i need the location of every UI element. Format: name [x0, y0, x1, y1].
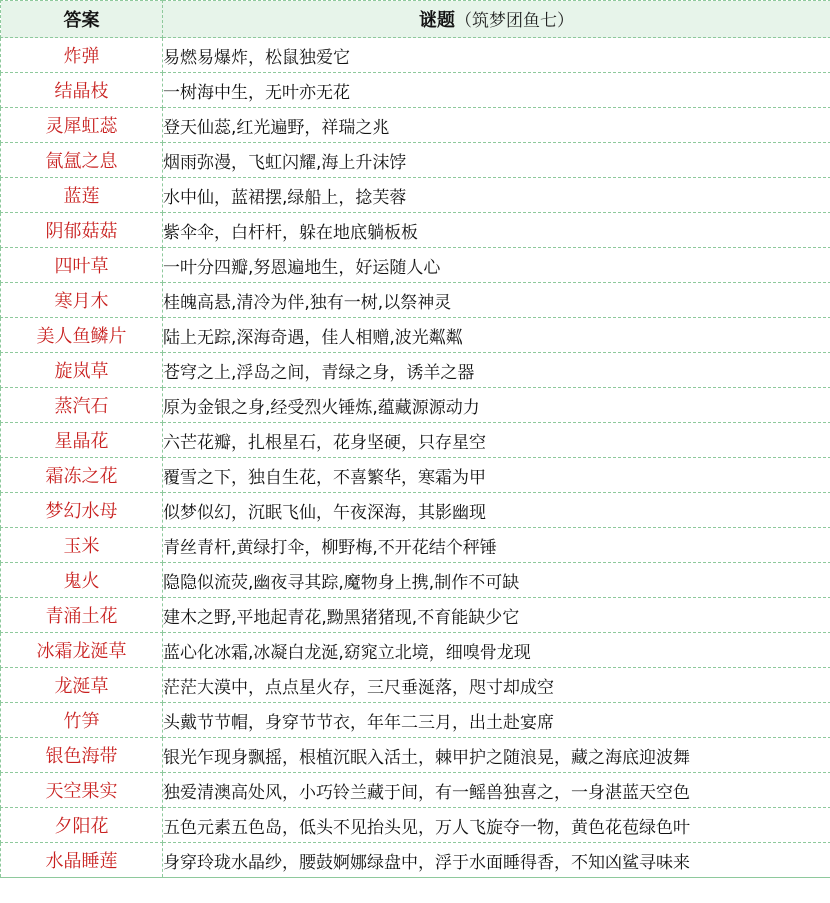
- answer-cell: 灵犀虹蕊: [1, 108, 163, 143]
- table-row: [1, 213, 830, 248]
- riddle-cell: 烟雨弥漫，飞虹闪耀,海上升沫饽: [163, 143, 830, 178]
- answer-cell: 银色海带: [1, 738, 163, 773]
- answer-cell: 炸弹: [1, 38, 163, 73]
- answer-cell: 氤氲之息: [1, 143, 163, 178]
- riddle-cell: 水中仙，蓝裙摆,绿船上，捻芙蓉: [163, 178, 830, 213]
- table-row: [1, 843, 830, 878]
- answer-cell: 旋岚草: [1, 353, 163, 388]
- table-row: [1, 318, 830, 353]
- answer-cell: 夕阳花: [1, 808, 163, 843]
- riddle-cell: 蓝心化冰霜,冰凝白龙涎,窈窕立北境，细嗅骨龙现: [163, 633, 830, 668]
- riddle-cell: 隐隐似流荧,幽夜寻其踪,魔物身上携,制作不可缺: [163, 563, 830, 598]
- table-row: [1, 178, 830, 213]
- riddle-cell: 建木之野,平地起青花,黝黑猪猪现,不育能缺少它: [163, 598, 830, 633]
- riddle-header-author: （筑梦团鱼七）: [455, 11, 574, 31]
- table-row: [1, 493, 830, 528]
- answer-column-header: 答案: [1, 1, 163, 38]
- answer-cell: 阴郁菇菇: [1, 213, 163, 248]
- answer-cell: 青涌土花: [1, 598, 163, 633]
- riddle-cell: 陆上无踪,深海奇遇，佳人相赠,波光粼粼: [163, 318, 830, 353]
- riddle-cell: 青丝青杆,黄绿打伞，柳野梅,不开花结个秤锤: [163, 528, 830, 563]
- riddle-column-header: [163, 1, 830, 38]
- riddle-cell: 似梦似幻，沉眠飞仙，午夜深海，其影幽现: [163, 493, 830, 528]
- answer-cell: 蓝莲: [1, 178, 163, 213]
- riddle-cell: 易燃易爆炸，松鼠独爱它: [163, 38, 830, 73]
- table-row: [1, 598, 830, 633]
- answer-cell: 龙涎草: [1, 668, 163, 703]
- riddle-cell: 覆雪之下，独自生花，不喜繁华，寒霜为甲: [163, 458, 830, 493]
- riddle-cell: 六芒花瓣，扎根星石，花身坚硬，只存星空: [163, 423, 830, 458]
- table-row: [1, 738, 830, 773]
- answer-cell: 梦幻水母: [1, 493, 163, 528]
- answer-cell: 寒月木: [1, 283, 163, 318]
- answer-cell: 鬼火: [1, 563, 163, 598]
- riddle-cell: 银光乍现身飘摇，根植沉眠入活土，棘甲护之随浪晃，藏之海底迎波舞: [163, 738, 830, 773]
- table-row: [1, 38, 830, 73]
- answer-cell: 水晶睡莲: [1, 843, 163, 878]
- answer-cell: 玉米: [1, 528, 163, 563]
- table-row: [1, 283, 830, 318]
- table-row: [1, 528, 830, 563]
- header-row: [1, 1, 830, 38]
- riddle-cell: 茫茫大漠中，点点星火存，三尺垂涎落，咫寸却成空: [163, 668, 830, 703]
- answer-cell: 霜冻之花: [1, 458, 163, 493]
- table-row: [1, 458, 830, 493]
- riddle-cell: 五色元素五色岛，低头不见抬头见，万人飞旋夺一物，黄色花苞绿色叶: [163, 808, 830, 843]
- riddle-cell: 身穿玲珑水晶纱，腰鼓婀娜绿盘中，浮于水面睡得香，不知凶鲨寻味来: [163, 843, 830, 878]
- riddle-cell: 原为金银之身,经受烈火锤炼,蕴藏源源动力: [163, 388, 830, 423]
- table-row: [1, 353, 830, 388]
- riddle-cell: 紫伞伞，白杆杆，躲在地底躺板板: [163, 213, 830, 248]
- riddle-header-label: 谜题: [419, 10, 455, 31]
- table-row: [1, 808, 830, 843]
- table-row: [1, 703, 830, 738]
- riddle-cell: 一树海中生，无叶亦无花: [163, 73, 830, 108]
- answer-cell: 冰霜龙涎草: [1, 633, 163, 668]
- answer-cell: 蒸汽石: [1, 388, 163, 423]
- answer-cell: 四叶草: [1, 248, 163, 283]
- table-row: [1, 73, 830, 108]
- table-row: [1, 143, 830, 178]
- table-row: [1, 563, 830, 598]
- riddle-cell: 独爱清澳高处风，小巧铃兰藏于间，有一鳐兽独喜之，一身湛蓝天空色: [163, 773, 830, 808]
- answer-cell: 美人鱼鳞片: [1, 318, 163, 353]
- table-row: [1, 388, 830, 423]
- table-row: [1, 668, 830, 703]
- riddle-cell: 一叶分四瓣,努恩遍地生，好运随人心: [163, 248, 830, 283]
- answer-cell: 天空果实: [1, 773, 163, 808]
- table-row: [1, 108, 830, 143]
- table-row: [1, 773, 830, 808]
- answer-cell: 竹笋: [1, 703, 163, 738]
- table-row: [1, 248, 830, 283]
- table-row: [1, 633, 830, 668]
- riddle-cell: 登天仙蕊,红光遍野，祥瑞之兆: [163, 108, 830, 143]
- table-row: [1, 423, 830, 458]
- answer-cell: 星晶花: [1, 423, 163, 458]
- riddle-cell: 桂魄高悬,清冷为伴,独有一树,以祭神灵: [163, 283, 830, 318]
- riddle-cell: 头戴节节帽，身穿节节衣，年年二三月，出土赴宴席: [163, 703, 830, 738]
- answer-cell: 结晶枝: [1, 73, 163, 108]
- riddle-cell: 苍穹之上,浮岛之间，青绿之身，诱羊之器: [163, 353, 830, 388]
